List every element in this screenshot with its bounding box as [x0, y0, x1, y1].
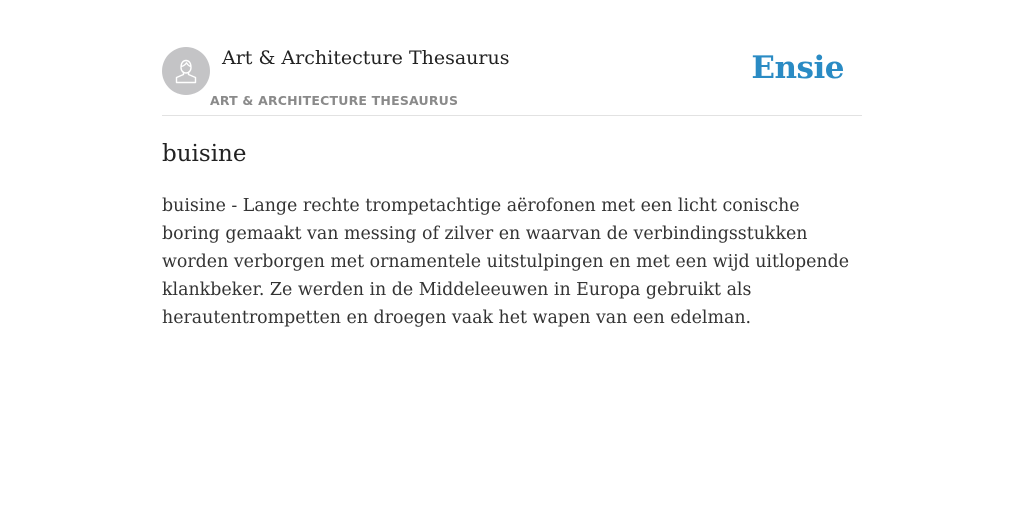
entry-term-title: buisine: [162, 141, 247, 167]
page-container: [162, 0, 862, 328]
ensie-logo[interactable]: Ensie: [751, 50, 844, 86]
author-tag-link[interactable]: ART & ARCHITECTURE THESAURUS: [210, 93, 459, 108]
author-name[interactable]: Art & Architecture Thesaurus: [222, 47, 510, 69]
page-header: [162, 0, 862, 116]
user-avatar-icon: [171, 56, 201, 86]
entry-definition: buisine - Lange rechte trompetachtige aërofonen met een licht conische boring gemaakt van messing of zilver en waarvan de verbindingsstukken worden verborgen met ornamentele uitstulpingen en met een wijd uitlopende klankbeker. Ze werden in de Middeleeuwen in Europa gebruikt als herautentrompetten en droegen vaak het wapen van een edelman.: [162, 196, 850, 328]
author-avatar[interactable]: [162, 47, 210, 95]
